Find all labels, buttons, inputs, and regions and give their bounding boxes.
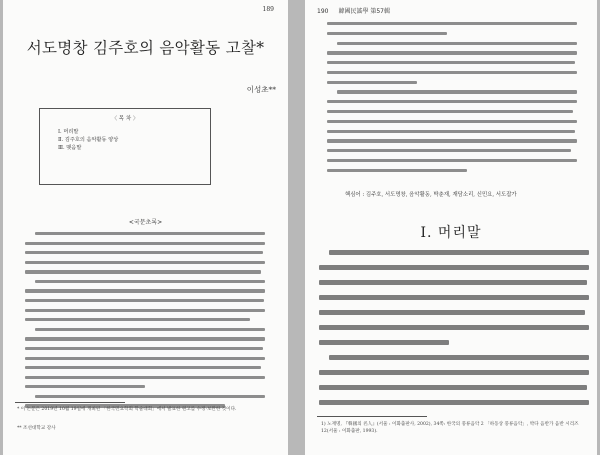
text-line: [327, 81, 417, 84]
text-line: [25, 309, 265, 312]
text-line: [25, 376, 265, 379]
text-line: [25, 366, 261, 369]
abstract-body: [25, 232, 265, 414]
text-line: [35, 232, 265, 235]
body-text: [319, 250, 589, 415]
text-line: [327, 61, 575, 64]
page-number: 189: [262, 6, 274, 13]
page-header: [317, 6, 390, 15]
text-line: [35, 280, 265, 283]
text-line: [25, 242, 265, 245]
text-line: [25, 251, 263, 254]
text-line: [25, 261, 265, 264]
text-line: [319, 385, 587, 390]
text-line: [327, 130, 575, 133]
left-page: [3, 0, 288, 455]
text-line: [327, 32, 447, 35]
text-line: [327, 22, 577, 25]
text-line: [25, 347, 263, 350]
text-line: [35, 395, 265, 398]
text-line: [327, 169, 467, 172]
text-line: [327, 110, 573, 113]
text-line: [25, 299, 264, 302]
text-line: [327, 149, 571, 152]
footnote-rule: [15, 402, 125, 403]
text-line: [319, 265, 589, 270]
footnote-rule: [317, 416, 427, 417]
text-line: [327, 159, 577, 162]
text-line: [329, 355, 589, 360]
toc-item: Ⅱ. 김주호의 음악활동 양상: [58, 137, 119, 143]
author-name: 이성초**: [246, 85, 276, 94]
toc-item: Ⅲ. 맺음말: [58, 145, 82, 151]
text-line: [319, 340, 449, 345]
text-line: [327, 51, 577, 54]
text-line: [319, 310, 585, 315]
text-line: [319, 325, 589, 330]
text-line: [327, 100, 577, 103]
paper-title: 서도명창 김주호의 음악활동 고찰*: [26, 39, 265, 57]
text-line: [319, 370, 589, 375]
footnote: * 이 논문은 2019년 10월 19일에 개최된 「한국민요학회 학술대회」에서 발표한 원고를 수정·보완한 것이다.: [17, 407, 237, 412]
text-line: [327, 71, 577, 74]
section-heading: Ⅰ. 머리말: [420, 225, 482, 241]
text-line: [319, 280, 587, 285]
page-number: 190: [317, 8, 329, 15]
abstract-continuation: [327, 22, 577, 179]
text-line: [327, 120, 577, 123]
toc-item: Ⅰ. 머리말: [58, 129, 79, 135]
table-of-contents: [39, 108, 211, 185]
text-line: [25, 385, 145, 388]
text-line: [35, 328, 265, 331]
text-line: [319, 295, 589, 300]
text-line: [25, 337, 265, 340]
abstract-heading: <국문초록>: [128, 219, 163, 226]
text-line: [329, 250, 589, 255]
text-line: [319, 400, 589, 405]
text-line: [25, 270, 261, 273]
text-line: [327, 139, 577, 142]
right-page: [305, 0, 597, 455]
footnote: ** 조선대학교 강사: [17, 426, 56, 431]
text-line: [25, 289, 265, 292]
keywords: 핵심어 : 김주호, 서도명창, 음악활동, 박춘재, 재담소리, 신민요, 서도잡가: [345, 192, 517, 198]
journal-name: 韓國民謠學 第57輯: [338, 8, 390, 15]
toc-heading: 〈 목 차 〉: [111, 116, 139, 122]
footnote: 1) 노재명, 『韓國의 名人』(서울 : 이화출판사, 2002), 34쪽: 한국의 풍류음악 2 「하동상 풍류음악」, 박다 음반가 음반 시리즈 12(서울 : 이화출판, 1993).: [321, 422, 579, 434]
text-line: [337, 90, 577, 93]
toc-list: [58, 128, 210, 152]
text-line: [25, 357, 265, 360]
text-line: [25, 318, 250, 321]
text-line: [337, 42, 577, 45]
